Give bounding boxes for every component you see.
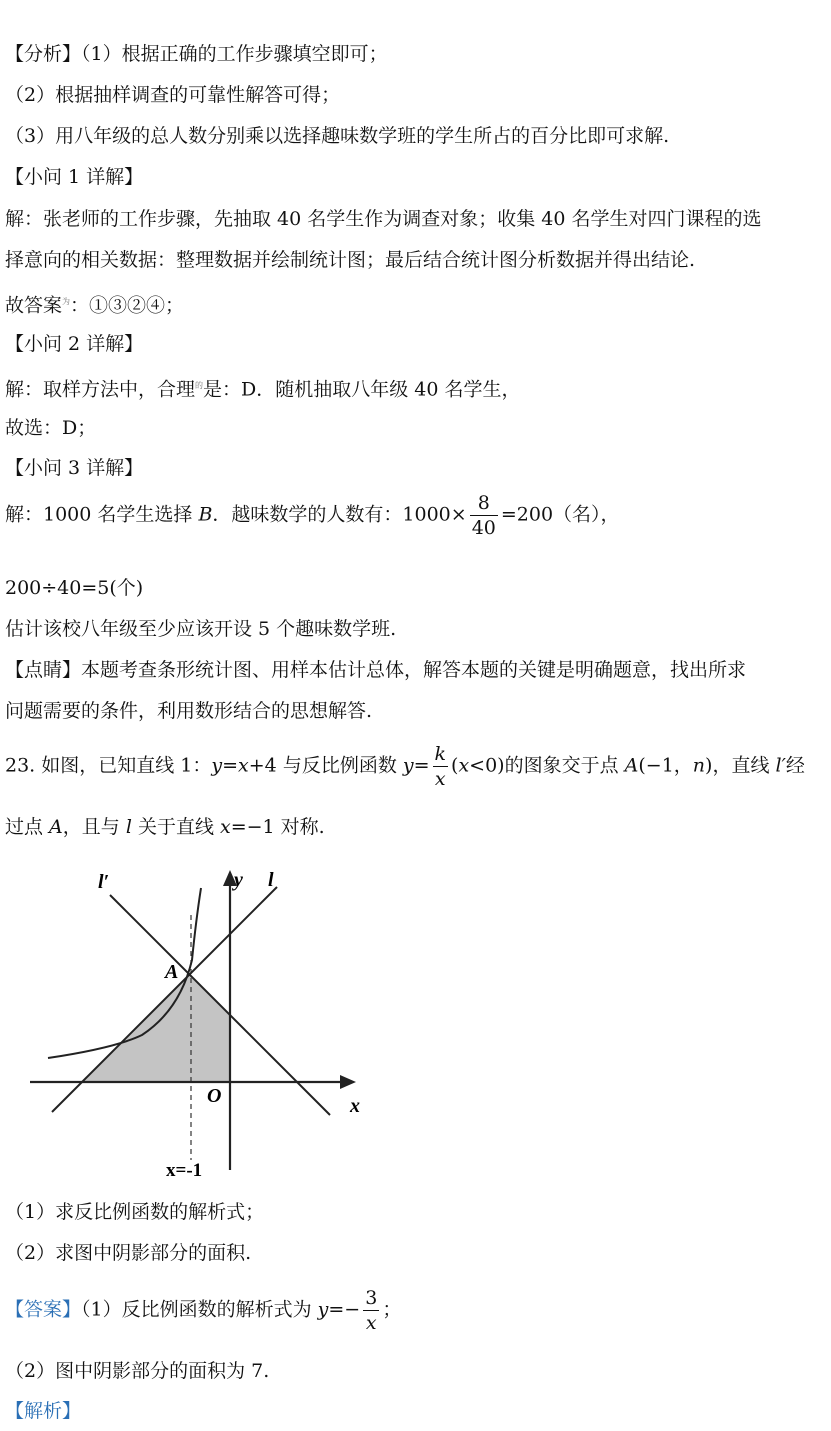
q1-solution-1: 解：张老师的工作步骤，先抽取 40 名学生作为调查对象；收集 40 名学生对四门课程的选 [5, 208, 762, 230]
label-point-A: A [165, 961, 179, 983]
function-graph-figure [20, 860, 380, 1190]
q2-answer: 故选：D； [5, 417, 97, 439]
line-analysis-3: （3）用八年级的总人数分别乘以选择趣味数学班的学生所占的百分比即可求解. [5, 125, 670, 147]
label-y: y [234, 869, 243, 891]
line-analysis-2: （2）根据抽样调查的可靠性解答可得； [5, 84, 341, 106]
part-1-question: （1）求反比例函数的解析式； [5, 1201, 265, 1223]
analysis-label: 【解析】 [5, 1400, 82, 1422]
answer-line-1: 【答案】（1）反比例函数的解析式为 y=− $\frac{3}{x}$ ； [5, 1287, 402, 1334]
q3-conclusion: 估计该校八年级至少应该开设 5 个趣味数学班. [5, 618, 397, 640]
question-23-line2: 过点 A，且与 l 关于直线 x=−1 对称. [5, 816, 325, 838]
part-2-question: （2）求图中阴影部分的面积. [5, 1242, 252, 1264]
x-axis-arrow [340, 1075, 356, 1089]
q1-answer: 故答案$^为$：①③②④； [5, 294, 185, 317]
label-x: x [350, 1095, 360, 1117]
q3-solution: 解：1000 名学生选择 B．越味数学的人数有：1000× $\frac{8}{40}$ =200（名）， [5, 492, 620, 539]
heading-q3: 【小问 3 详解】 [5, 457, 144, 479]
line-analysis: 【分析】（1）根据正确的工作步骤填空即可； [5, 43, 388, 65]
heading-q1: 【小问 1 详解】 [5, 166, 144, 188]
shaded-region [82, 974, 230, 1082]
label-x-eq-minus-1: x=-1 [166, 1160, 203, 1181]
fraction-3-x: $\frac{3}{x}$ [365, 1287, 378, 1334]
label-l-prime: l′ [98, 871, 110, 893]
label-origin-O: O [207, 1085, 222, 1107]
label-l: l [268, 869, 274, 891]
heading-q2: 【小问 2 详解】 [5, 333, 144, 355]
q2-solution: 解：取样方法中，合理$^的$是：D．随机抽取八年级 40 名学生， [5, 378, 521, 401]
comment-2: 问题需要的条件，利用数形结合的思想解答. [5, 700, 373, 722]
q3-division: 200÷40=5(个) [5, 577, 144, 599]
q1-solution-2: 择意向的相关数据：整理数据并绘制统计图；最后结合统计图分析数据并得出结论. [5, 249, 696, 271]
answer-label: 【答案】 [5, 1298, 82, 1321]
fraction-k-x: $\frac{k}{x}$ [434, 743, 447, 790]
fraction-8-40: $\frac{8}{40}$ [471, 492, 496, 539]
comment-1: 【点睛】本题考查条形统计图、用样本估计总体，解答本题的关键是明确题意，找出所求 [5, 659, 747, 681]
question-23-line1: 23. 如图，已知直线 1：y=x+4 与反比例函数 y= $\frac{k}{x}$ (x<0)的图象交于点 A(−1，n)，直线 l′经 [5, 743, 805, 790]
answer-line-2: （2）图中阴影部分的面积为 7. [5, 1360, 270, 1382]
